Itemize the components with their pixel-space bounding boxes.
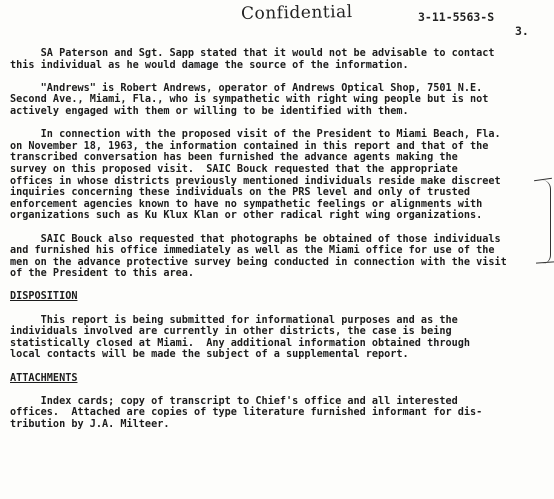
text-line: transcribed conversation has been furnished the advance agents making the [10,152,458,164]
text-line: SA Paterson and Sgt. Sapp stated that it would not be advisable to contact [10,48,495,59]
text-line: individuals involved are currently in other districts, the case is being [10,326,452,338]
text-line: Index cards; copy of transcript to Chief's office and all interested [10,395,458,407]
paragraph-presidential-visit [10,129,538,222]
text-line: actively engaged with them or willing to be identified with them. [10,105,409,117]
text-line: SAIC Bouck also requested that photographs be obtained of those individuals [10,233,501,245]
paragraph-photographs [10,234,538,280]
text-line: organizations such as Ku Klux Klan or other radical right wing organizations. [10,210,483,222]
attachments-heading: ATTACHMENTS [10,372,78,384]
text-line: local contacts will be made the subject of a supplemental report. [10,349,409,361]
text-line: men on the advance protective survey being conducted in connection with the visit [10,256,507,268]
document-body [10,48,538,442]
disposition-heading: DISPOSITION [10,291,78,303]
text-line: survey on this proposed visit. SAIC Bouck requested that the appropriate [10,163,458,175]
paragraph-disposition [10,315,538,361]
text-line: tribution by J.A. Milteer. [10,419,170,430]
text-line: statistically closed at Miami. Any additional information obtained through [10,337,471,349]
paragraph-attachments [10,396,538,431]
text-line: Second Ave., Miami, Fla., who is sympathetic with right wing people but is not [10,94,489,106]
paragraph-andrews [10,83,538,118]
text-line: on November 18, 1963, the information contained in this report and that of the [10,140,489,152]
page-number: 3. [515,24,529,38]
text-line: of the President to this area. [10,268,195,280]
text-line: and furnished his office immediately as well as the Miami office for use of the [10,245,495,257]
text-line: this individual as he would damage the source of the information. [10,59,409,71]
text-line: inquiries concerning these individuals on the PRS level and only of trusted [10,187,471,199]
file-number: 3-11-5563-S [418,10,495,24]
margin-bracket-mark [542,180,551,264]
text-line: offices in whose districts previously mentioned individuals reside make discreet [10,175,501,187]
text-line: "Andrews" is Robert Andrews, operator of Andrews Optical Shop, 7501 N.E. [10,82,483,94]
confidential-stamp: Confidential [240,2,353,24]
text-line: In connection with the proposed visit of the President to Miami Beach, Fla. [10,129,501,141]
paragraph-source-contact [10,48,538,71]
text-line: offices. Attached are copies of type literature furnished informant for dis- [10,407,483,419]
text-line: This report is being submitted for informational purposes and as the [10,314,458,326]
text-line: enforcement agencies known to have no sympathetic feelings or alignments with [10,198,483,210]
